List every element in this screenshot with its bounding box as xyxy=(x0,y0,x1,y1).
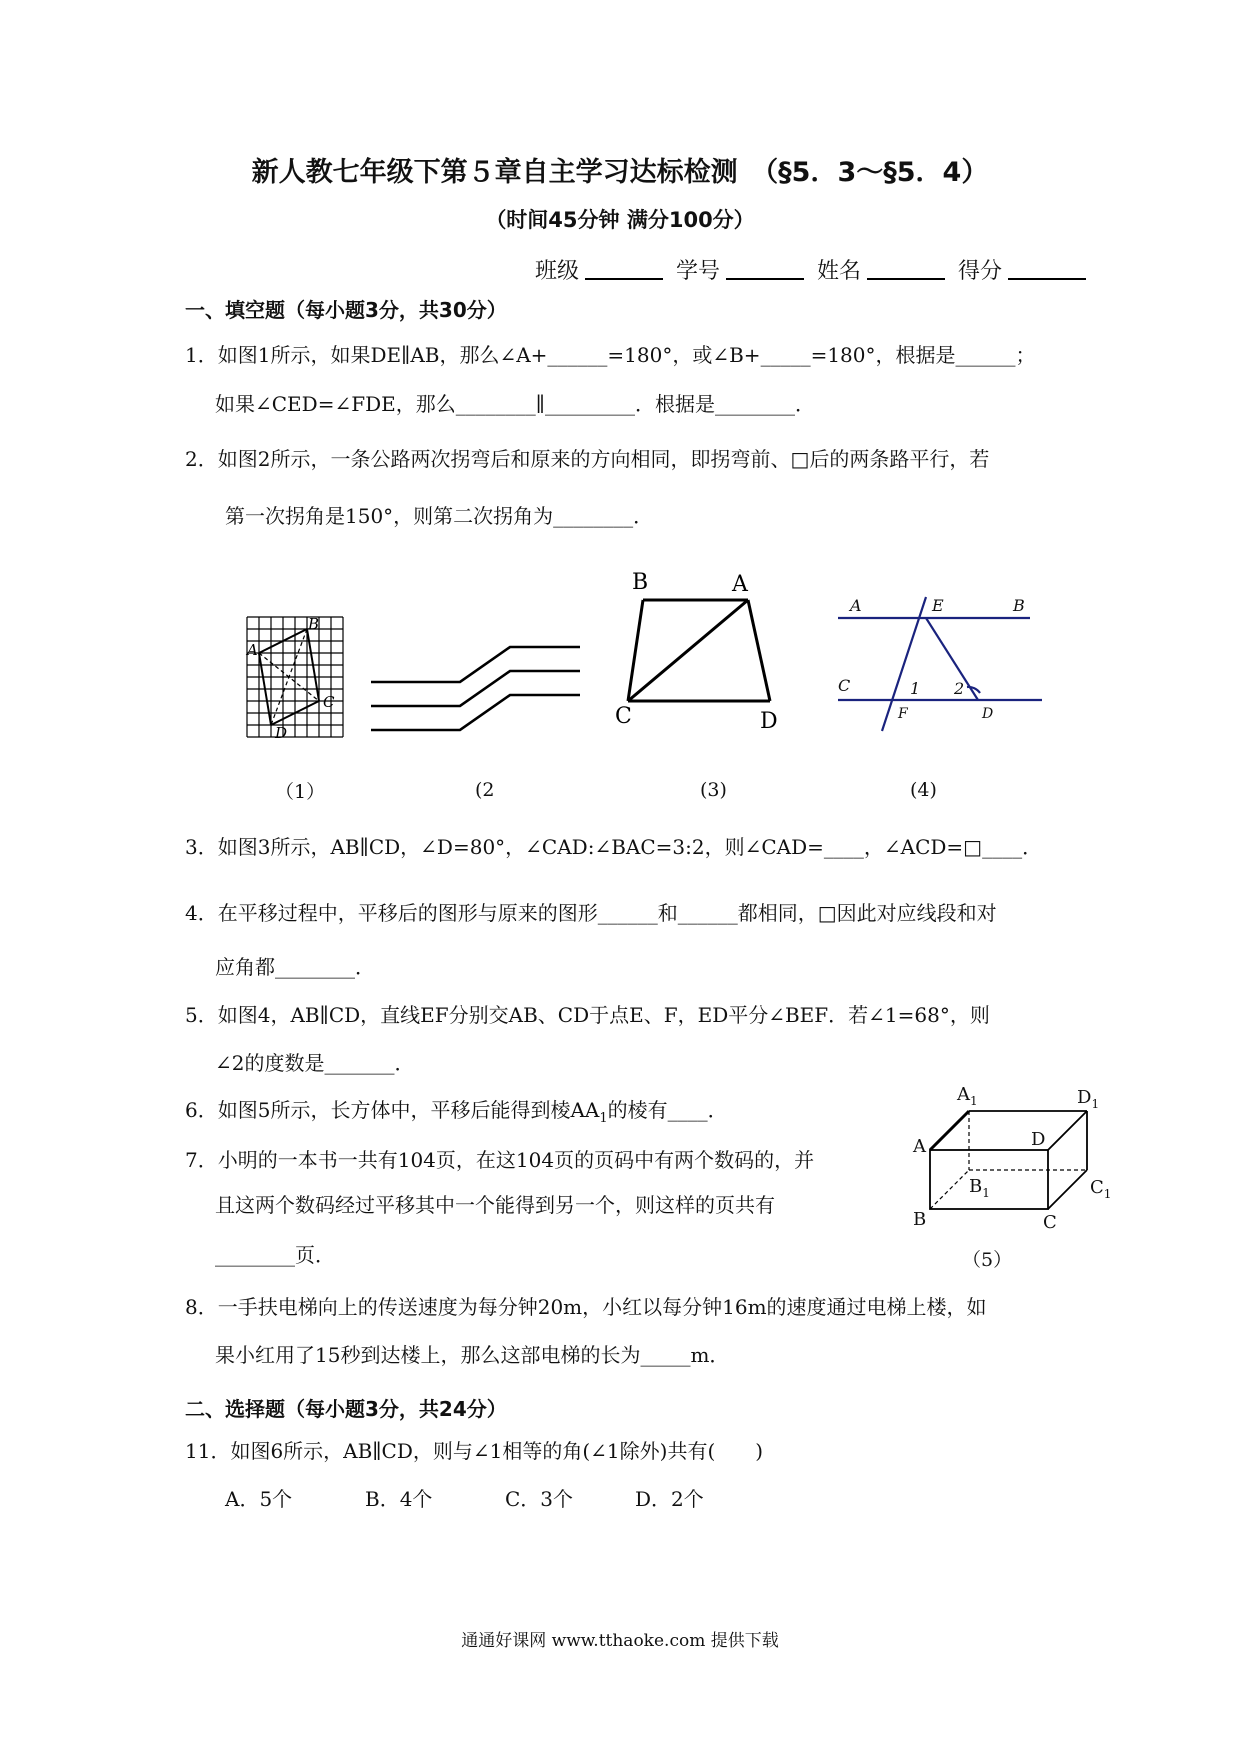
fig5-label-c1: $C_1$ xyxy=(1090,1177,1112,1201)
figure-1-grid xyxy=(245,615,350,740)
fig3-label-a: A xyxy=(732,572,748,597)
fig4-label-c: C xyxy=(838,676,851,695)
section-fill-in-heading: 一、填空题（每小题3分，共30分） xyxy=(185,298,507,322)
fig5-label-d: D xyxy=(1031,1129,1046,1150)
figure-5-cuboid xyxy=(905,1080,1115,1233)
class-label: 班级 xyxy=(535,259,580,284)
figure-2-road xyxy=(365,635,585,735)
fig5-label-a1: $A_1$ xyxy=(957,1084,978,1108)
score-blank[interactable] xyxy=(1008,258,1086,280)
figure-3-caption: (3) xyxy=(700,779,727,801)
question-5-line-2: ∠2的度数是_______． xyxy=(215,1051,415,1075)
figure-4-caption: (4) xyxy=(910,779,937,801)
question-4-line-2: 应角都________． xyxy=(215,955,375,979)
question-11-option-a[interactable]: A．5个 xyxy=(225,1487,293,1511)
question-6-subscript: 1 xyxy=(599,1111,608,1126)
question-11-option-c[interactable]: C．3个 xyxy=(505,1487,574,1511)
id-label: 学号 xyxy=(676,259,721,284)
question-11-stem: 11．如图6所示，AB∥CD，则与∠1相等的角(∠1除外)共有( ) xyxy=(185,1439,764,1463)
fig1-label-a: A xyxy=(247,641,258,659)
fig1-label-b: B xyxy=(308,615,320,633)
student-info-row xyxy=(535,254,1092,285)
question-2-line-1: 2．如图2所示，一条公路两次拐弯后和原来的方向相同，即拐弯前、□后的两条路平行，若 xyxy=(185,447,990,471)
fig5-label-d1: $D_1$ xyxy=(1077,1087,1100,1111)
fig4-label-e: E xyxy=(932,596,944,615)
fig5-label-b1: $B_1$ xyxy=(969,1176,990,1200)
fig4-label-2: 2 xyxy=(954,679,965,698)
footer-credit: 通通好课网 www.tthaoke.com 提供下载 xyxy=(461,1631,779,1651)
question-3: 3．如图3所示，AB∥CD，∠D=80°，∠CAD:∠BAC=3:2，则∠CAD=____，∠ACD=□____． xyxy=(185,835,1043,859)
question-11-option-d[interactable]: D．2个 xyxy=(635,1487,704,1511)
question-7-line-1: 7．小明的一本书一共有104页，在这104页的页码中有两个数码的，并 xyxy=(185,1148,815,1172)
question-7-line-2: 且这两个数码经过平移其中一个能得到另一个，则这样的页共有 xyxy=(215,1193,775,1217)
question-5-line-1: 5．如图4，AB∥CD，直线EF分别交AB、CD于点E、F，ED平分∠BEF．若∠1=68°，则 xyxy=(185,1003,990,1027)
figure-4-parallel-lines xyxy=(830,585,1050,745)
name-label: 姓名 xyxy=(817,259,862,284)
fig4-label-a: A xyxy=(850,596,862,615)
fig5-label-c: C xyxy=(1043,1212,1057,1233)
fig5-label-a: A xyxy=(913,1136,926,1157)
section-choice-heading: 二、选择题（每小题3分，共24分） xyxy=(185,1397,507,1421)
figure-2-caption: (2 xyxy=(475,779,495,801)
fig4-label-d: D xyxy=(982,706,994,722)
question-6-post: 的棱有____． xyxy=(607,1098,728,1122)
question-2-line-2: 第一次拐角是150°，则第二次拐角为________． xyxy=(225,504,654,528)
figure-1-caption: （1） xyxy=(275,781,326,803)
score-label: 得分 xyxy=(958,259,1003,284)
question-6-pre: 6．如图5所示，长方体中，平移后能得到棱AA xyxy=(185,1098,600,1122)
figure-5-caption: （5） xyxy=(962,1249,1013,1271)
fig4-label-1: 1 xyxy=(910,679,921,698)
fig3-label-b: B xyxy=(632,570,649,595)
fig3-label-d: D xyxy=(760,709,778,734)
figure-3-trapezoid xyxy=(600,565,778,735)
question-4-line-1: 4．在平移过程中，平移后的图形与原来的图形______和______都相同，□因此对应线段和对 xyxy=(185,901,997,925)
id-blank[interactable] xyxy=(726,258,804,280)
fig3-label-c: C xyxy=(615,704,632,729)
fig1-label-c: C xyxy=(323,693,335,711)
fig5-label-b: B xyxy=(913,1209,927,1230)
exam-subtitle: （时间45分钟 满分100分） xyxy=(485,208,755,232)
question-1-line-1: 1．如图1所示，如果DE∥AB，那么∠A+______=180°，或∠B+_____=180°，根据是______； xyxy=(185,343,1036,367)
question-8-line-2: 果小红用了15秒到达楼上，那么这部电梯的长为_____m． xyxy=(215,1343,730,1367)
question-6 xyxy=(185,1100,728,1125)
name-blank[interactable] xyxy=(867,258,945,280)
exam-title: 新人教七年级下第５章自主学习达标检测 （§5．3～§5．4） xyxy=(251,157,989,188)
fig1-label-d: D xyxy=(275,724,288,742)
fig4-label-b: B xyxy=(1013,596,1025,615)
question-11-option-b[interactable]: B．4个 xyxy=(365,1487,433,1511)
question-7-line-3: ________页． xyxy=(215,1243,335,1267)
fig4-label-f: F xyxy=(898,706,908,722)
question-1-line-2: 如果∠CED=∠FDE，那么________∥_________．根据是________． xyxy=(215,392,815,416)
question-8-line-1: 8．一手扶电梯向上的传送速度为每分钟20m，小红以每分钟16m的速度通过电梯上楼，如 xyxy=(185,1295,987,1319)
class-blank[interactable] xyxy=(585,258,663,280)
